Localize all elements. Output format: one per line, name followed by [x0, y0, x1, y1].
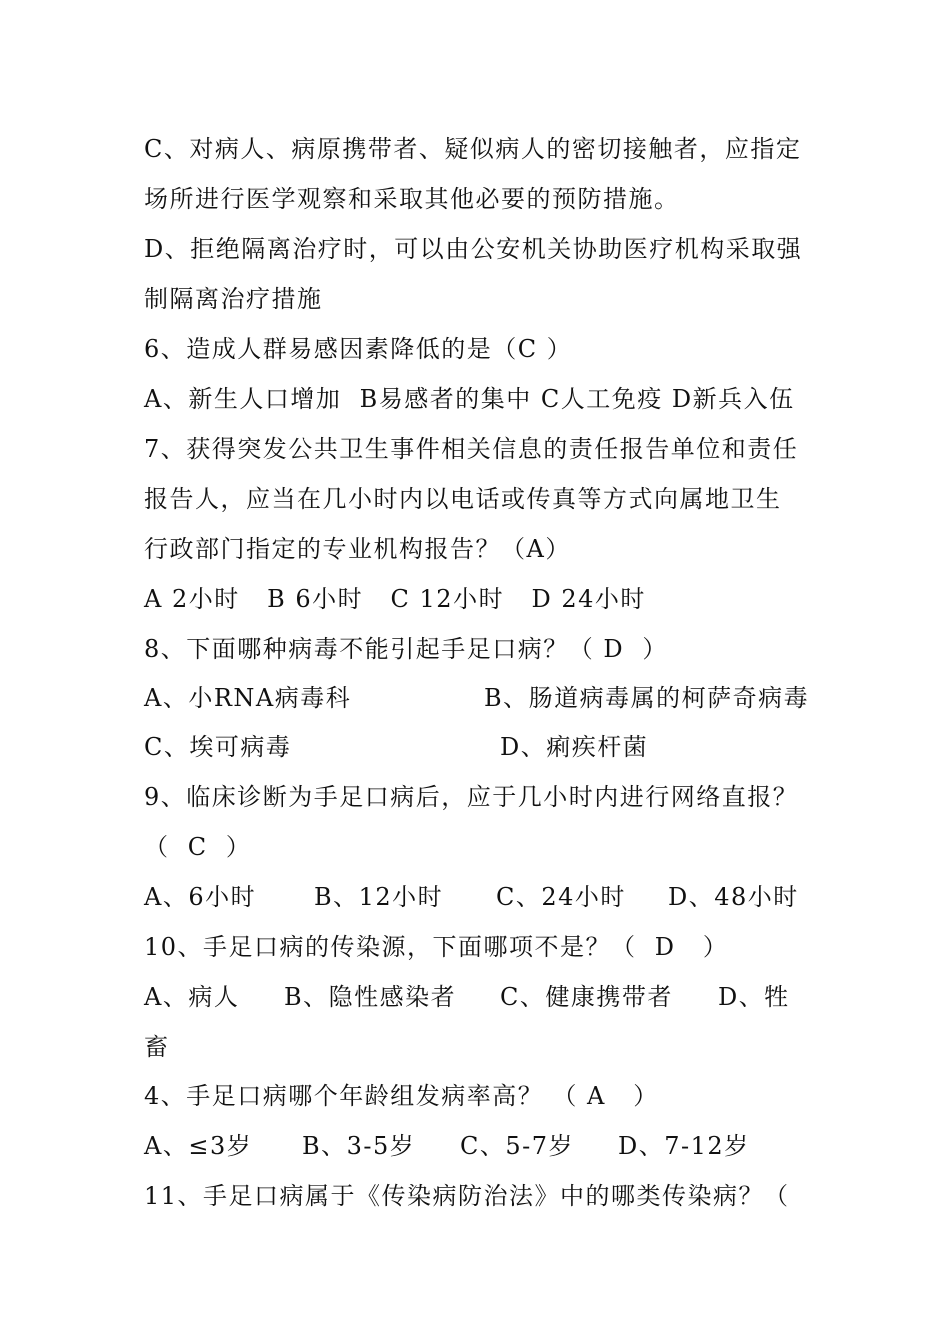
question-4: 4、手足口病哪个年龄组发病率高？ （ A ） [144, 1082, 659, 1110]
option-d: D、7-12岁 [618, 1132, 750, 1160]
question-8: 8、下面哪种病毒不能引起手足口病？（ D ） [144, 635, 668, 663]
text-line: 报告人，应当在几小时内以电话或传真等方式向属地卫生 [144, 485, 782, 513]
option-c: C、5-7岁 [460, 1132, 575, 1160]
option-b: B、肠道病毒属的柯萨奇病毒 [484, 684, 810, 712]
option-a: A、6小时 [144, 883, 257, 911]
text-line: 制隔离治疗措施 [144, 285, 323, 313]
option-a: A、病人 [144, 983, 240, 1011]
text-line: 行政部门指定的专业机构报告？（A） [144, 535, 571, 563]
option-b: B、隐性感染者 [284, 983, 457, 1011]
text-line: 畜 [144, 1033, 170, 1061]
question-9: 9、临床诊断为手足口病后，应于几小时内进行网络直报？ [144, 783, 799, 811]
option-d: D、痢疾杆菌 [500, 733, 649, 761]
question-9-answer: （ C ） [144, 833, 252, 861]
question-7-options: A 2小时 B 6小时 C 12小时 D 24小时 [144, 585, 646, 613]
option-c: C、健康携带者 [500, 983, 673, 1011]
text-line: D、拒绝隔离治疗时，可以由公安机关协助医疗机构采取强 [144, 235, 803, 263]
option-a: A、≤3岁 [144, 1132, 253, 1160]
option-d: D、48小时 [668, 883, 799, 911]
question-10: 10、手足口病的传染源，下面哪项不是？（ D ） [144, 933, 729, 961]
question-7: 7、获得突发公共卫生事件相关信息的责任报告单位和责任 [144, 435, 799, 463]
option-c: C、24小时 [496, 883, 626, 911]
question-11: 11、手足口病属于《传染病防治法》中的哪类传染病？（ [144, 1182, 790, 1210]
option-b: B、12小时 [314, 883, 444, 911]
text-line: 场所进行医学观察和采取其他必要的预防措施。 [144, 185, 680, 213]
option-c: C、埃可病毒 [144, 733, 292, 761]
option-b: B、3-5岁 [302, 1132, 416, 1160]
option-a: A、小RNA病毒科 [144, 684, 352, 712]
option-d: D、牲 [718, 983, 790, 1011]
question-6-options: A、新生人口增加 B易感者的集中 C人工免疫 D新兵入伍 [144, 385, 795, 413]
text-line: C、对病人、病原携带者、疑似病人的密切接触者，应指定 [144, 135, 802, 163]
question-6: 6、造成人群易感因素降低的是（C ） [144, 335, 573, 363]
